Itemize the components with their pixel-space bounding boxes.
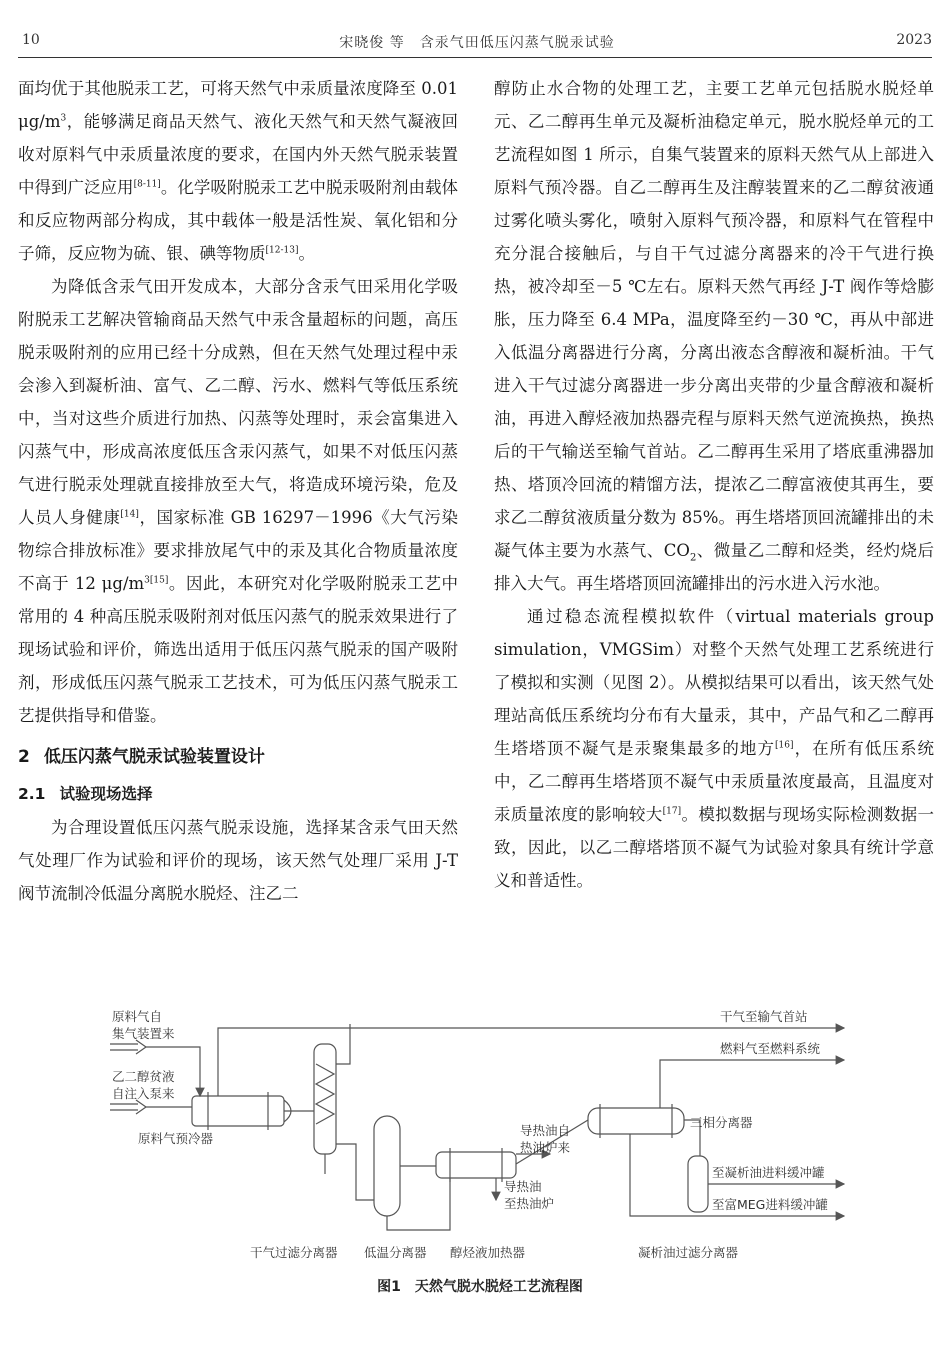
three-phase-separator [588,1108,684,1134]
glycol-heater [436,1152,516,1178]
left-column [18,72,458,910]
header-rule [18,57,932,58]
citation: [17] [662,806,682,817]
page-number: 10 [22,32,40,48]
citation: [8-11] [133,179,161,190]
label-glycol-inlet: 乙二醇贫液 自注入泵来 [112,1069,175,1101]
label-heating-oil-in: 导热油自 热油炉来 [520,1123,571,1155]
process-flow-figure [100,1004,860,1304]
feed-gas-inlet-arrow [110,1040,146,1054]
label-fuel-gas-out: 燃料气至燃料系统 [720,1041,821,1056]
label-to-rich-meg-tank: 至富MEG进料缓冲罐 [712,1197,828,1212]
running-title: 宋晓俊 等 含汞气田低压闪蒸气脱汞试验 [339,35,615,51]
label-to-condensate-tank: 至凝析油进料缓冲罐 [712,1165,825,1180]
right-column [494,72,934,897]
label-three-phase-separator: 三相分离器 [690,1115,753,1130]
condensate-filter [688,1156,708,1212]
paragraph-continued: 面均优于其他脱汞工艺，可将天然气中汞质量浓度降至 0.01 $\mu g/m^3$，能够满足商品天然气、液化天然气和天然气凝液回收对原料气中汞质量浓度的要求，在国内外天然气脱汞装置中得到广泛应用[8-11]。化学吸附脱汞工艺中脱汞吸附剂由载体和反应物两部分构成，其中载体一般是活性炭、氧化铝和分子筛，反应物为硫、银、碘等物质[12-13]。 [18,79,459,263]
low-temp-separator [374,1116,400,1216]
label-dry-gas-filter: 干气过滤分离器 [250,1245,338,1260]
paragraph: 为合理设置低压闪蒸气脱汞设施，选择某含汞气田天然气处理厂作为试验和评价的现场，该天然气处理厂采用 J-T 阀节流制冷低温分离脱水脱烃、注乙二 [18,818,458,903]
precooler-shell [192,1096,284,1126]
label-heating-oil-out: 导热油 至热油炉 [504,1179,555,1211]
subsection-heading: 2.1 试验现场选择 [18,785,153,803]
figure-caption: 图1 天然气脱水脱烃工艺流程图 [377,1279,583,1295]
label-glycol-heater: 醇烃液加热器 [450,1245,526,1260]
paragraph-continued: 醇防止水合物的处理工艺，主要工艺单元包括脱水脱烃单元、乙二醇再生单元及凝析油稳定单元，脱水脱烃单元的工艺流程如图 1 所示，自集气装置来的原料天然气从上部进入原料气预冷器。自乙二醇再生及注醇装置来的乙二醇贫液通过雾化喷头雾化，喷射入原料气预冷器，和原料气在管程中充分混合接触后，与自干气过滤分离器来的冷干气进行换热，被冷却至－5 ℃左右。原料天然气再经 J-T 阀作等焓膨胀，压力降至 6.4 MPa，温度降至约－30 ℃，再从中部进入低温分离器进行分离，分离出液态含醇液和凝析油。干气进入干气过滤分离器进一步分离出夹带的少量含醇液和凝析油，再进入醇烃液加热器壳程与原料天然气逆流换热，换热后的干气输送至输气首站。乙二醇再生采用了塔底重沸器加热、塔顶冷回流的精馏方法，提浓乙二醇富液使其再生，要求乙二醇贫液质量分数为 85%。再生塔塔顶回流罐排出的未凝气体主要为水蒸气、$CO_2$、微量乙二醇和烃类，经灼烧后排入大气。再生塔塔顶回流罐排出的污水进入污水池。 [494,79,935,593]
paragraph: 为降低含汞气田开发成本，大部分含汞气田采用化学吸附脱汞工艺解决管输商品天然气中汞含量超标的问题，高压脱汞吸附剂的应用已经十分成熟，但在天然气处理过程中汞会渗入到凝析油、富气、乙二醇、污水、燃料气等低压系统中，当对这些介质进行加热、闪蒸等处理时，汞会富集进入闪蒸气中，形成高浓度低压含汞闪蒸气，如果不对低压闪蒸气进行脱汞处理就直接排放至大气，将造成环境污染，危及人员人身健康[14]，国家标准 GB 16297－1996《大气污染物综合排放标准》要求排放尾气中的汞及其化合物质量浓度不高于 12 $\mu g/m^{3[15]}$。因此，本研究对化学吸附脱汞工艺中常用的 4 种高压脱汞吸附剂对低压闪蒸气的脱汞效果进行了现场试验和评价，筛选出适用于低压闪蒸气脱汞的国产吸附剂，形成低压闪蒸气脱汞工艺技术，可为低压闪蒸气脱汞工艺提供指导和借鉴。 [18,277,459,725]
citation: [16] [775,740,794,751]
citation: [14] [120,509,139,520]
section-heading: 2 低压闪蒸气脱汞试验装置设计 [18,747,265,767]
citation: [15] [149,575,169,586]
publication-year: 2023 [896,32,932,48]
page-header [22,32,932,56]
label-condensate-filter: 凝析油过滤分离器 [638,1245,739,1260]
paragraph: 通过稳态流程模拟软件（virtual materials group simulation，VMGSim）对整个天然气处理工艺系统进行了模拟和实测（见图 2）。从模拟结果可以看出，该天然气处理站高低压系统均分布有大量汞，其中，产品气和乙二醇再生塔塔顶不凝气是汞聚集最多的地方[16]，在所有低压系统中，乙二醇再生塔塔顶不凝气中汞质量浓度最高，且温度对汞质量浓度的影响较大[17]。模拟数据与现场实际检测数据一致，因此，以乙二醇塔塔顶不凝气为试验对象具有统计学意义和普适性。 [494,607,935,890]
label-low-temp-separator: 低温分离器 [364,1245,427,1260]
label-dry-gas-out: 干气至输气首站 [720,1009,808,1024]
label-precooler: 原料气预冷器 [138,1131,214,1146]
citation: [12-13] [265,245,299,256]
label-feed-gas: 原料气自 集气装置来 [112,1009,175,1041]
glycol-inlet-arrow [110,1100,146,1114]
